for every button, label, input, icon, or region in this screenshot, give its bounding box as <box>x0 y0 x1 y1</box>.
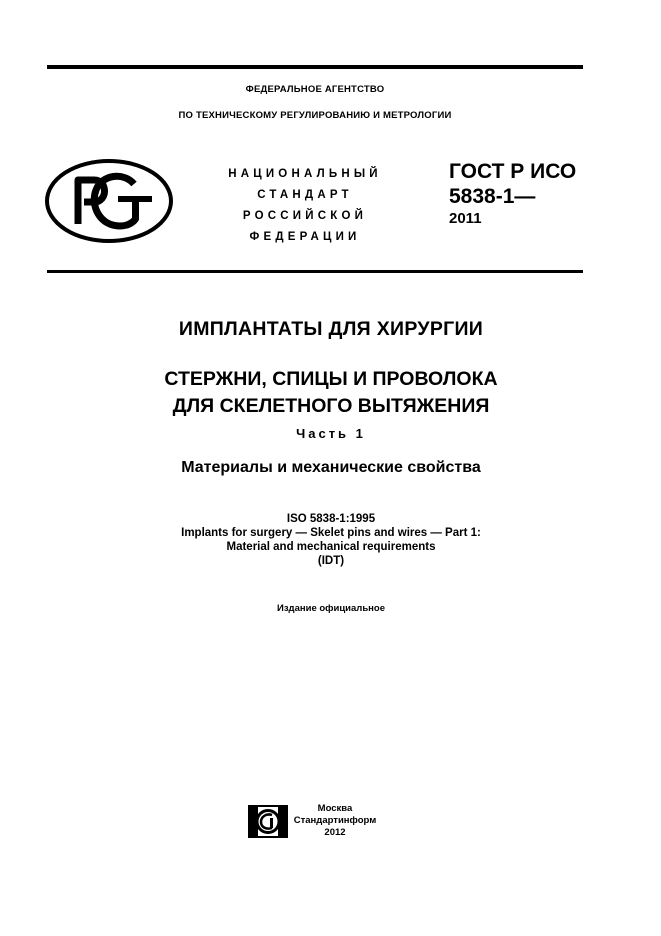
document-subtitle-line2: ДЛЯ СКЕЛЕТНОГО ВЫТЯЖЕНИЯ <box>172 395 490 417</box>
iso-reference-line4: (IDT) <box>317 555 345 567</box>
iso-reference-line1: ISO 5838-1:1995 <box>286 513 376 525</box>
iso-reference-line3: Material and mechanical requirements <box>226 541 436 553</box>
national-standard-line4: ФЕДЕРАЦИИ <box>249 231 361 243</box>
iso-reference-line2: Implants for surgery — Skelet pins and wires — Part 1: <box>181 527 481 539</box>
agency-name-line2: ПО ТЕХНИЧЕСКОМУ РЕГУЛИРОВАНИЮ И МЕТРОЛОГИИ <box>178 110 452 121</box>
iso-reference <box>47 512 615 568</box>
document-subtitle <box>47 366 615 420</box>
part-number: Часть 1 <box>296 426 366 441</box>
designation-line3: 2011 <box>449 210 482 227</box>
agency-name-line1: ФЕДЕРАЛЬНОЕ АГЕНТСТВО <box>245 84 385 95</box>
standard-designation <box>449 159 576 229</box>
national-standard-line2: СТАНДАРТ <box>257 189 353 201</box>
edition-label: Издание официальное <box>277 603 385 614</box>
national-standard-block <box>210 164 400 248</box>
gost-r-emblem-icon <box>44 158 174 244</box>
standartinform-logo-icon <box>248 805 288 838</box>
imprint <box>292 803 378 839</box>
national-standard-line1: НАЦИОНАЛЬНЫЙ <box>228 168 382 180</box>
designation-line2: 5838-1— <box>449 185 536 208</box>
middle-rule <box>47 270 583 273</box>
part-title: Материалы и механические свойства <box>181 459 481 476</box>
document-title: ИМПЛАНТАТЫ ДЛЯ ХИРУРГИИ <box>178 318 484 340</box>
imprint-city: Москва <box>317 803 353 814</box>
imprint-year: 2012 <box>324 827 346 838</box>
imprint-publisher: Стандартинформ <box>293 815 377 826</box>
designation-line1: ГОСТ Р ИСО <box>449 160 577 183</box>
top-rule <box>47 65 583 69</box>
document-subtitle-line1: СТЕРЖНИ, СПИЦЫ И ПРОВОЛОКА <box>164 368 498 390</box>
national-standard-line3: РОССИЙСКОЙ <box>242 210 368 222</box>
